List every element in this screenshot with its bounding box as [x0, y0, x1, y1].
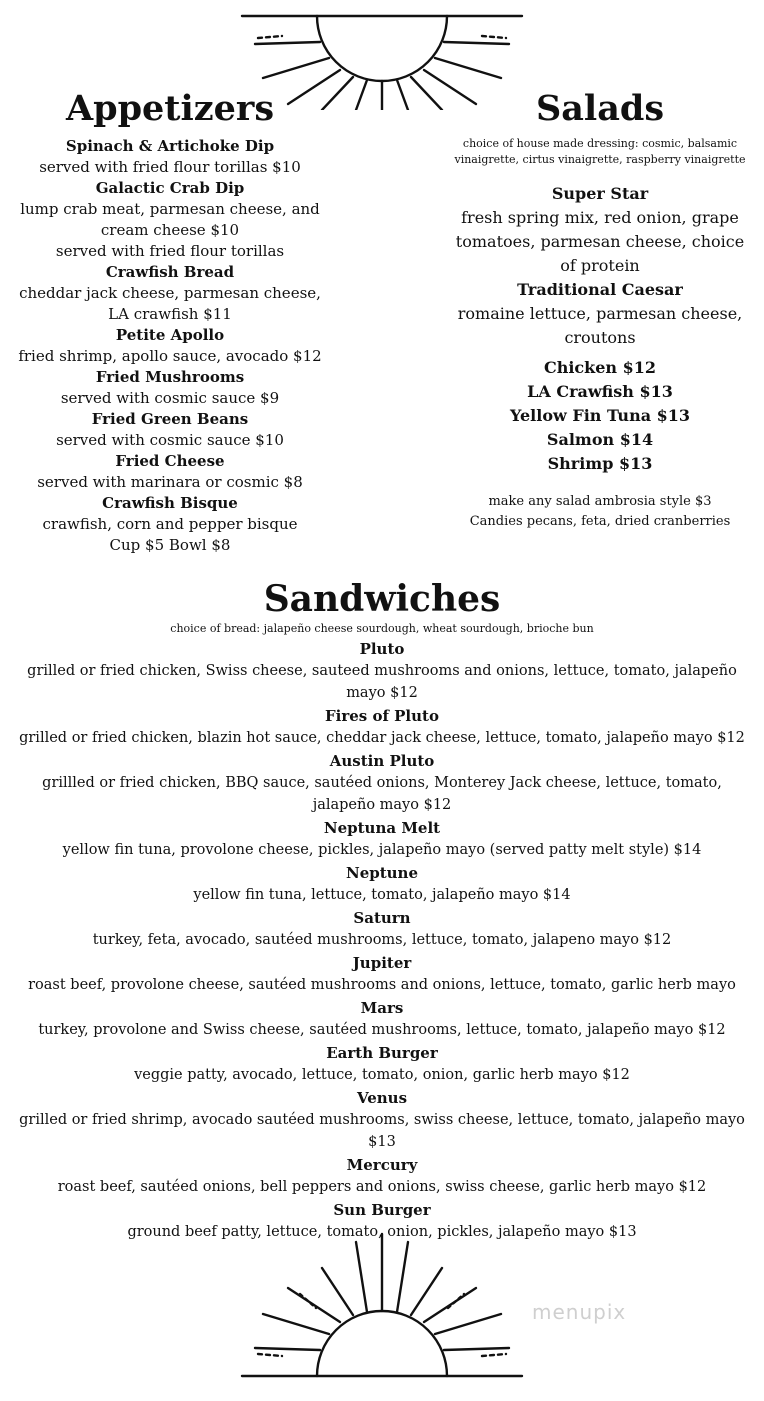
appetizer-item: [10, 409, 330, 451]
sandwich-desc: grilled or fried chicken, Swiss cheese, sauteed mushrooms and onions, lettuce, tomato, jalapeño mayo $12: [27, 663, 737, 701]
sandwich-item: [10, 997, 754, 1041]
appetizer-name: Galactic Crab Dip: [95, 179, 245, 197]
sandwich-desc: grilled or fried chicken, blazin hot sauce, cheddar jack cheese, lettuce, tomato, jalapeño mayo $12: [19, 730, 745, 746]
sandwich-item: [10, 817, 754, 861]
salad-desc: romaine lettuce, parmesan cheese, croutons: [457, 304, 743, 347]
sandwich-desc: turkey, provolone and Swiss cheese, sautéed mushrooms, lettuce, tomato, jalapeño mayo $12: [38, 1022, 726, 1038]
salad-ambrosia-detail: Candies pecans, feta, dried cranberries: [469, 514, 731, 529]
appetizer-desc: served with marinara or cosmic $8: [37, 473, 303, 491]
sandwich-name: Sun Burger: [333, 1201, 431, 1219]
salad-ambrosia-note: make any salad ambrosia style $3: [488, 494, 712, 509]
sandwich-desc: ground beef patty, lettuce, tomato, onion, pickles, jalapeño mayo $13: [127, 1224, 637, 1240]
appetizer-item: [10, 325, 330, 367]
sandwich-item: [10, 705, 754, 749]
sandwich-name: Pluto: [359, 640, 405, 658]
sandwich-item: [10, 750, 754, 816]
appetizer-name: Crawfish Bread: [105, 263, 235, 281]
salad-name: Super Star: [551, 184, 649, 203]
salad-item: [450, 182, 750, 278]
appetizer-item: [10, 262, 330, 325]
bottom-sun-ornament-icon: [0, 1228, 764, 1388]
sandwich-name: Mars: [360, 999, 404, 1017]
appetizer-item: [10, 367, 330, 409]
protein-option: LA Crawfish $13: [527, 382, 673, 401]
salads-dressing-note: choice of house made dressing: cosmic, balsamic vinaigrette, cirtus vinaigrette, raspberry vinaigrette: [454, 137, 746, 166]
protein-option: Salmon $14: [546, 430, 654, 449]
sandwich-item: [10, 862, 754, 906]
sandwich-name: Venus: [356, 1089, 408, 1107]
appetizer-name: Fried Mushrooms: [95, 368, 245, 386]
sandwich-desc: grillled or fried chicken, BBQ sauce, sautéed onions, Monterey Jack cheese, lettuce, tomato, jalapeño mayo $12: [42, 775, 722, 813]
menupix-watermark: menupix: [532, 1300, 627, 1324]
salad-name: Traditional Caesar: [517, 280, 683, 299]
appetizer-desc: cheddar jack cheese, parmesan cheese, LA crawfish $11: [19, 284, 321, 323]
sandwich-desc: roast beef, provolone cheese, sautéed mushrooms and onions, lettuce, tomato, garlic herb mayo: [28, 977, 736, 993]
sandwich-item: [10, 907, 754, 951]
appetizer-desc: lump crab meat, parmesan cheese, and cream cheese $10: [20, 200, 320, 239]
sandwich-name: Earth Burger: [326, 1044, 438, 1062]
sandwich-name: Neptune: [345, 864, 419, 882]
appetizer-desc: fried shrimp, apollo sauce, avocado $12: [18, 347, 322, 365]
sandwich-name: Jupiter: [352, 954, 412, 972]
appetizer-item: [10, 136, 330, 178]
salad-item: [450, 278, 750, 350]
sandwich-item: [10, 638, 754, 704]
appetizer-name: Spinach & Artichoke Dip: [65, 137, 275, 155]
sandwich-desc: yellow fin tuna, provolone cheese, pickles, jalapeño mayo (served patty melt style) $14: [62, 842, 702, 858]
appetizers-section: [10, 86, 330, 556]
protein-list: [450, 356, 750, 476]
protein-option: Yellow Fin Tuna $13: [509, 406, 691, 425]
sandwich-item: [10, 1087, 754, 1153]
appetizer-desc: served with cosmic sauce $9: [60, 389, 280, 407]
protein-option: Shrimp $13: [547, 454, 653, 473]
sandwich-name: Fires of Pluto: [325, 707, 439, 725]
sandwich-name: Saturn: [353, 909, 411, 927]
appetizer-name: Crawfish Bisque: [102, 494, 238, 512]
sandwich-desc: veggie patty, avocado, lettuce, tomato, onion, garlic herb mayo $12: [134, 1067, 630, 1083]
appetizer-name: Fried Green Beans: [91, 410, 249, 428]
sandwich-name: Austin Pluto: [329, 752, 435, 770]
appetizer-desc: crawfish, corn and pepper bisque: [42, 515, 298, 533]
appetizer-name: Fried Cheese: [115, 452, 225, 470]
appetizer-item: [10, 493, 330, 556]
salads-section: [450, 86, 750, 532]
sandwich-item: [10, 952, 754, 996]
appetizer-desc: served with fried flour torillas: [55, 242, 285, 260]
sandwiches-bread-note: choice of bread: jalapeño cheese sourdough, wheat sourdough, brioche bun: [170, 622, 594, 635]
sandwich-name: Mercury: [346, 1156, 418, 1174]
appetizer-desc: served with cosmic sauce $10: [56, 431, 284, 449]
appetizer-desc: Cup $5 Bowl $8: [109, 536, 231, 554]
appetizer-desc: served with fried flour torillas $10: [39, 158, 301, 176]
sandwich-desc: yellow fin tuna, lettuce, tomato, jalapeño mayo $14: [193, 887, 571, 903]
sandwich-item: [10, 1042, 754, 1086]
salads-heading: Salads: [535, 88, 665, 129]
appetizers-heading: Appetizers: [65, 88, 275, 129]
salad-desc: fresh spring mix, red onion, grape tomatoes, parmesan cheese, choice of protein: [455, 208, 745, 275]
appetizer-name: Petite Apollo: [115, 326, 225, 344]
sandwich-desc: roast beef, sautéed onions, bell peppers and onions, swiss cheese, garlic herb mayo $12: [57, 1179, 707, 1195]
appetizer-item: [10, 451, 330, 493]
sandwiches-heading: Sandwiches: [263, 578, 501, 620]
protein-option: Chicken $12: [543, 358, 657, 377]
sandwich-desc: turkey, feta, avocado, sautéed mushrooms, lettuce, tomato, jalapeno mayo $12: [92, 932, 672, 948]
appetizer-item: [10, 178, 330, 262]
sandwich-name: Neptuna Melt: [323, 819, 441, 837]
sandwiches-section: [10, 576, 754, 1244]
sandwich-item: [10, 1154, 754, 1198]
sandwich-desc: grilled or fried shrimp, avocado sautéed mushrooms, swiss cheese, lettuce, tomato, jalapeño mayo $13: [19, 1112, 745, 1150]
